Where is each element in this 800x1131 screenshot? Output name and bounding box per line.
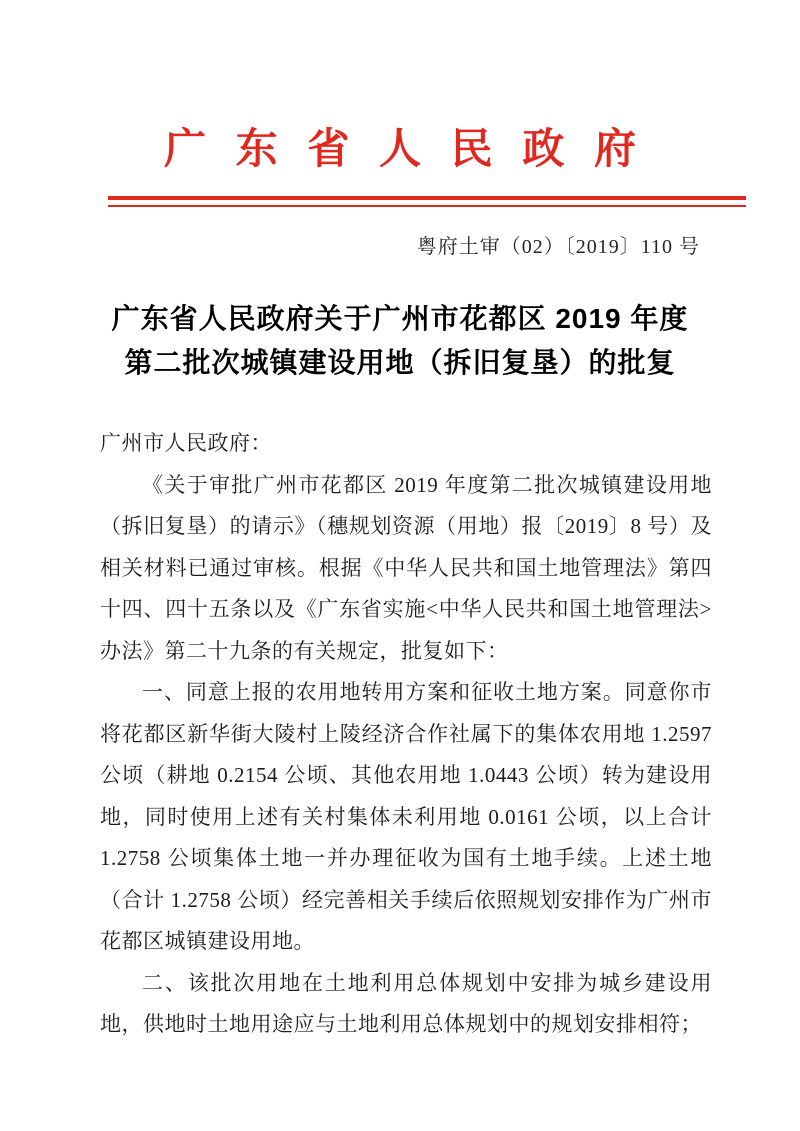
body-paragraph: 二、该批次用地在土地利用总体规划中安排为城乡建设用地，供地时土地用途应与土地利用总体规划中的规划安排相符；: [100, 970, 712, 1036]
document-body: [100, 423, 712, 1046]
body-paragraph: 一、同意上报的农用地转用方案和征收土地方案。同意你市将花都区新华街大陵村上陵经济合作社属下的集体农用地 1.2597 公顷（耕地 0.2154 公顷、其他农用地 1.0443 公顷）转为建设用地，同时使用上述有关村集体未利用地 0.0161 公顷，以上合计 1.2758 公顷集体土地一并办理征收为国有土地手续。上述土地（合计 1.2758 公顷）经完善相关手续后依照规划安排作为广州市花都区城镇建设用地。: [100, 680, 712, 953]
divider-line-thin: [108, 205, 746, 207]
salutation: 广州市人民政府：: [100, 431, 272, 455]
title-line-2: 第二批次城镇建设用地（拆旧复垦）的批复: [124, 347, 676, 378]
letterhead-divider: [108, 196, 746, 207]
title-line-1: 广东省人民政府关于广州市花都区 2019 年度: [111, 303, 689, 334]
doc-number: 粤府土审（02）〔2019〕110 号: [416, 236, 700, 258]
body-paragraph: 《关于审批广州市花都区 2019 年度第二批次城镇建设用地（拆旧复垦）的请示》（穗规划资源（用地）报〔2019〕8 号）及相关材料已通过审核。根据《中华人民共和国土地管理法》第四十四、四十五条以及《广东省实施<中华人民共和国土地管理法>办法》第二十九条的有关规定，批复如下：: [100, 472, 712, 663]
document-title: [60, 297, 740, 385]
letterhead-title: 广 东 省 人 民 政 府: [163, 125, 645, 172]
divider-line-thick: [108, 196, 746, 200]
